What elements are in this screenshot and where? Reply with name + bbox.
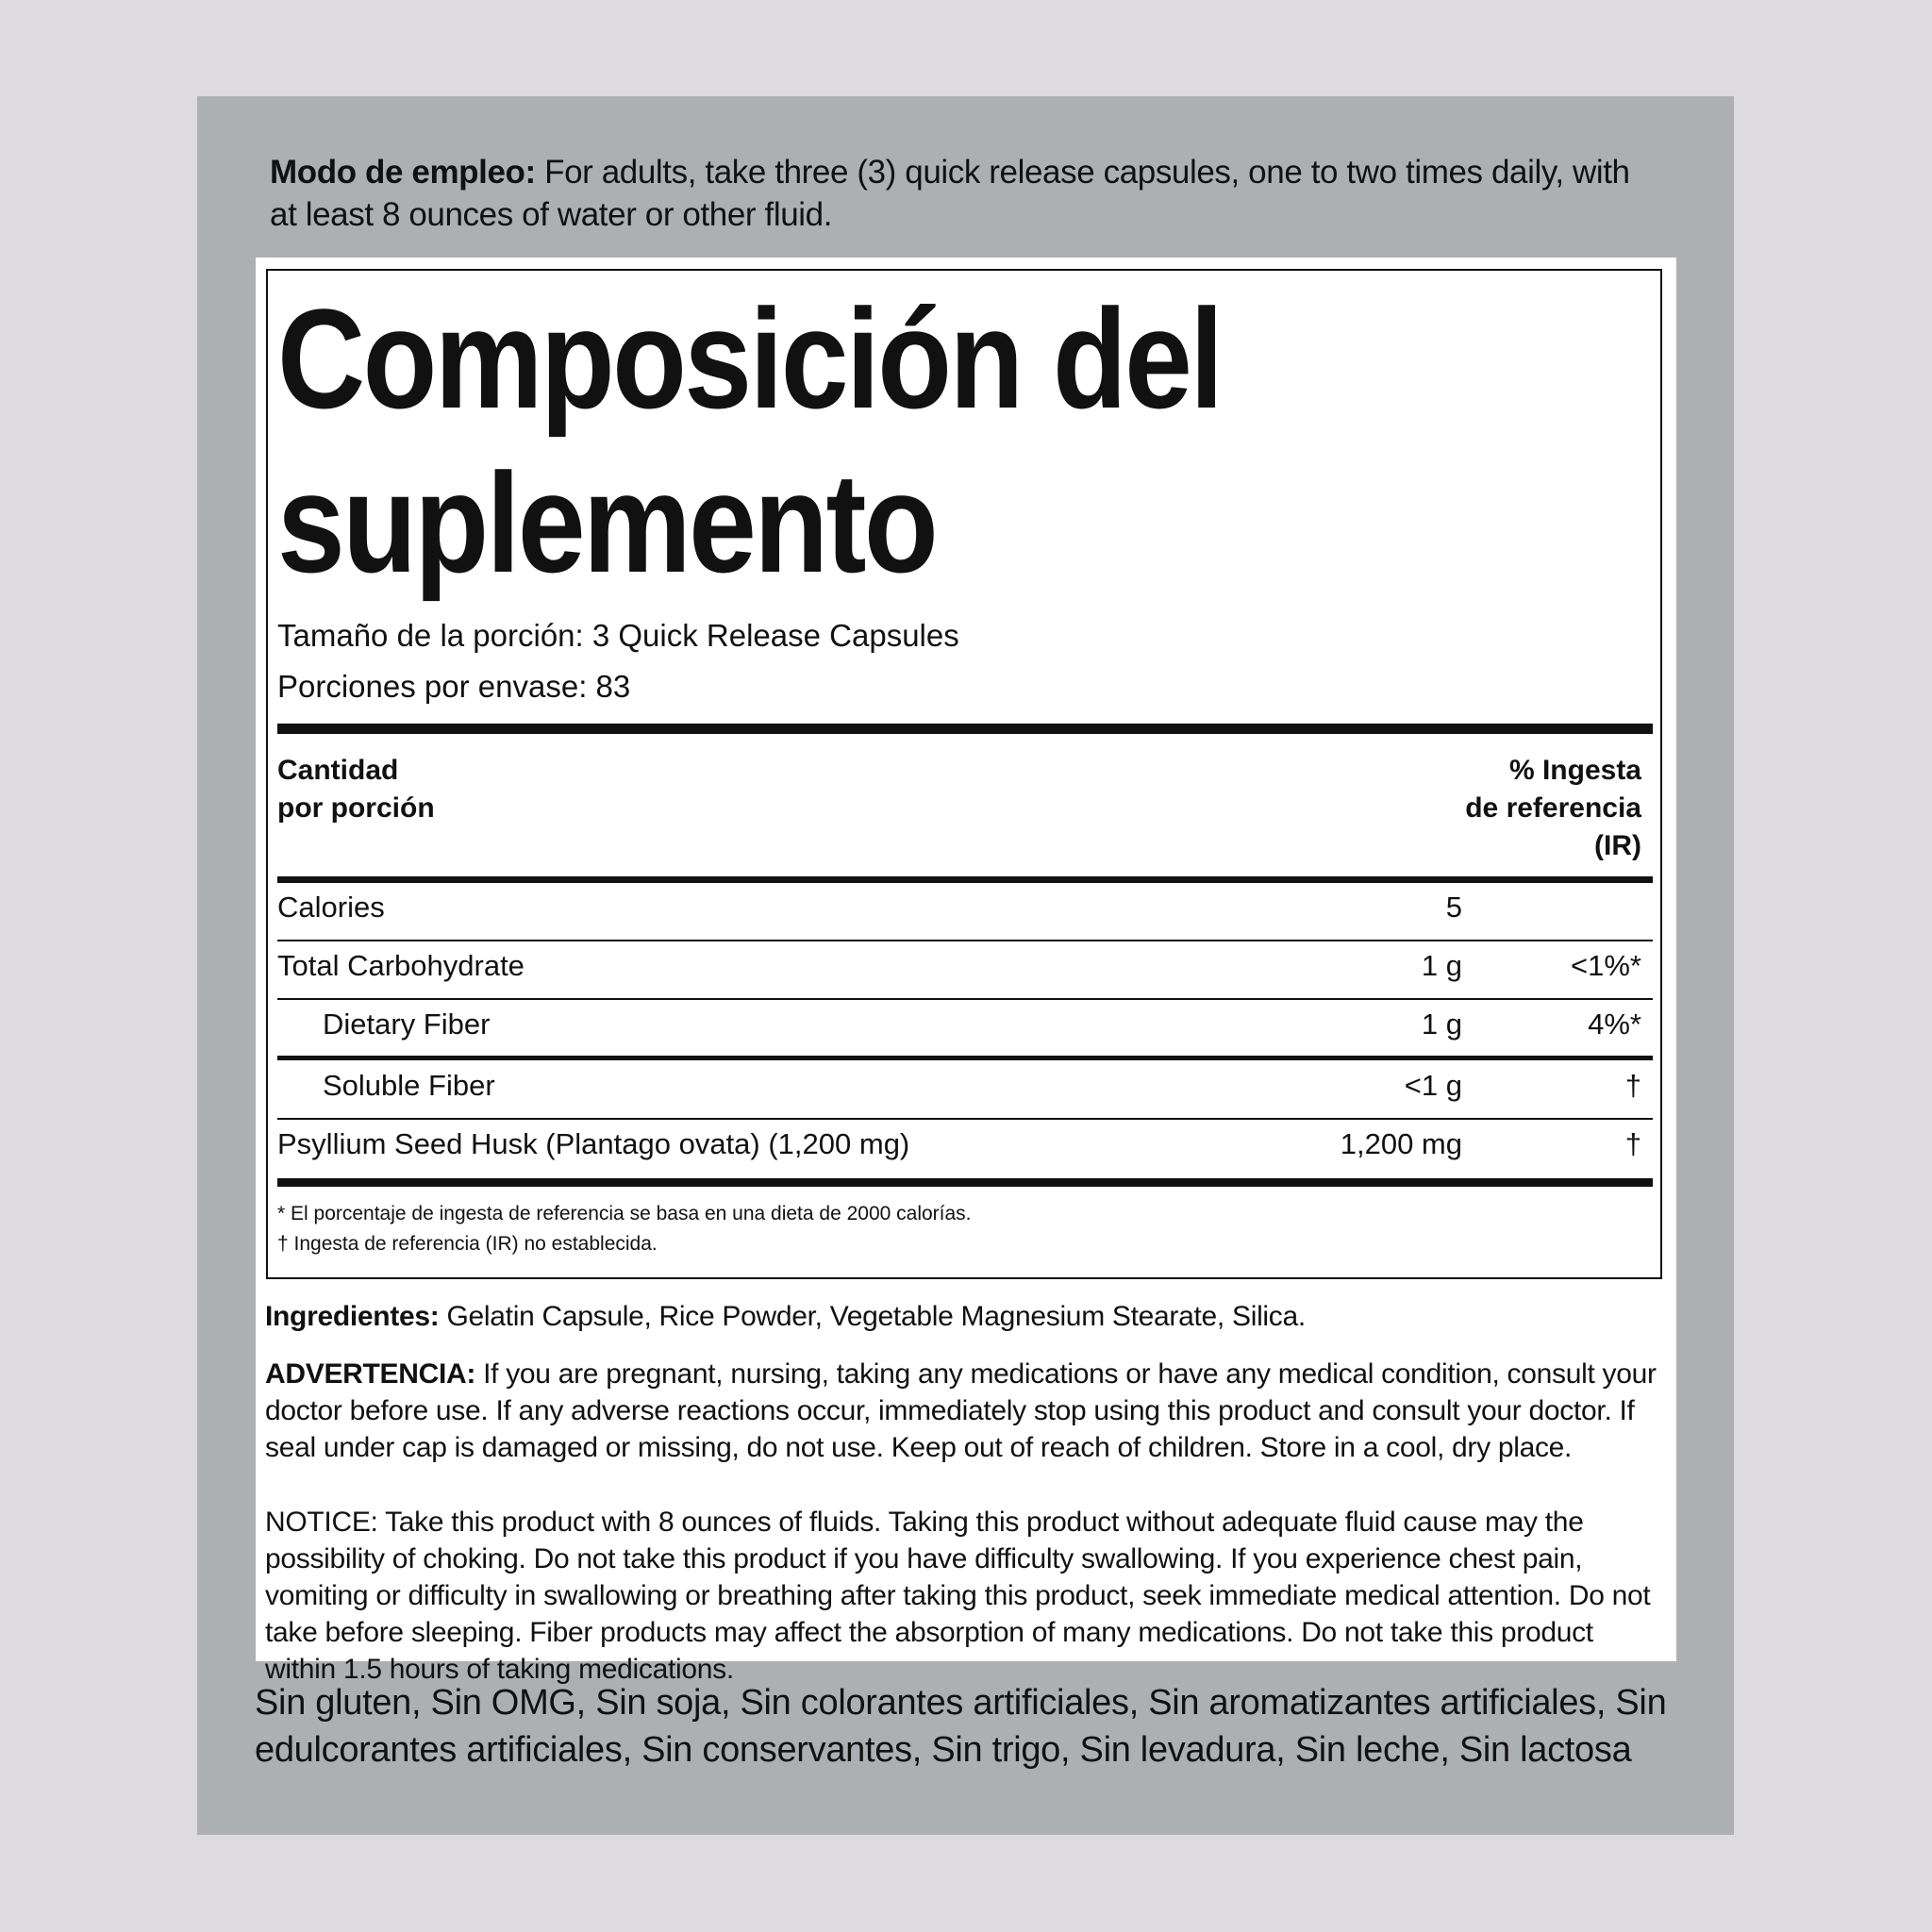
- row-amount: 1 g: [1421, 1008, 1462, 1041]
- header-ri-line3: (IR): [1594, 830, 1641, 861]
- facts-title: [277, 276, 1332, 605]
- thick-divider: [277, 724, 1653, 734]
- servings-per-container: Porciones por envase: 83: [277, 669, 631, 704]
- row-label: Total Carbohydrate: [277, 949, 525, 982]
- header-amount-line2: por porción: [277, 792, 435, 824]
- header-amount-line1: Cantidad: [277, 755, 399, 786]
- ingredients-body: Gelatin Capsule, Rice Powder, Vegetable Magnesium Stearate, Silica.: [439, 1301, 1306, 1332]
- row-dv: <1%*: [1571, 949, 1641, 982]
- header-divider: [277, 876, 1653, 883]
- row-amount: 5: [1445, 891, 1462, 924]
- warning-text: [265, 1356, 1671, 1466]
- directions-body: For adults, take three (3) quick release capsules, one to two times daily, with at least 8 ounces of water or other fluid.: [270, 154, 1630, 233]
- footnote-reference: * El porcentaje de ingesta de referencia se basa en una dieta de 2000 calorías.: [277, 1203, 972, 1224]
- directions-label: Modo de empleo:: [270, 154, 536, 191]
- facts-title-line2: suplemento: [277, 443, 937, 602]
- row-amount: 1 g: [1421, 949, 1462, 982]
- ingredients-label: Ingredientes:: [265, 1301, 440, 1332]
- row-dv: †: [1624, 1127, 1641, 1160]
- footnote-not-established: † Ingesta de referencia (IR) no establecida.: [277, 1233, 658, 1255]
- header-reference-intake: [1465, 752, 1641, 865]
- row-dv: 4%*: [1588, 1008, 1641, 1041]
- header-ri-line1: % Ingesta: [1508, 755, 1641, 786]
- header-amount: [277, 752, 435, 827]
- row-amount: <1 g: [1404, 1069, 1462, 1102]
- directions-text: [270, 151, 1657, 236]
- warning-body: If you are pregnant, nursing, taking any medications or have any medical condition, consult your doctor before use. If any adverse reactions occur, immediately stop using this product and consult your doctor. If seal under cap is damaged or missing, do not use. Keep out of reach of children. Store in a cool, dry place.: [265, 1358, 1657, 1463]
- supplement-facts-box: [266, 269, 1662, 1279]
- notice-text: NOTICE: Take this product with 8 ounces of fluids. Taking this product without adequate fluid cause may the possibility of choking. Do not take this product if you have difficulty swallowing. If you experience chest pain, vomiting or difficulty in swallowing or breathing after taking this product, seek immediate medical attention. Do not take before sleeping. Fiber products may affect the absorption of many medications. Do not take this product within 1.5 hours of taking medications.: [265, 1507, 1651, 1685]
- thick-divider-bottom: [277, 1178, 1653, 1187]
- row-divider: [277, 1118, 1653, 1120]
- ingredients-text: [265, 1298, 1671, 1335]
- row-label: Dietary Fiber: [323, 1008, 491, 1041]
- row-label: Calories: [277, 891, 385, 924]
- row-dv: †: [1624, 1069, 1641, 1102]
- row-label: Soluble Fiber: [323, 1069, 495, 1102]
- row-amount: 1,200 mg: [1340, 1127, 1462, 1160]
- row-divider: [277, 1056, 1653, 1060]
- header-ri-line2: de referencia: [1465, 792, 1641, 824]
- warning-label: ADVERTENCIA:: [265, 1358, 476, 1390]
- facts-title-line1: Composición del: [277, 279, 1222, 438]
- serving-size: Tamaño de la porción: 3 Quick Release Capsules: [277, 618, 959, 653]
- free-from-claims: Sin gluten, Sin OMG, Sin soja, Sin colorantes artificiales, Sin aromatizantes artificiales, Sin edulcorantes artificiales, Sin conservantes, Sin trigo, Sin levadura, Sin leche, Sin lactosa: [255, 1683, 1667, 1770]
- row-label: Psyllium Seed Husk (Plantago ovata) (1,200 mg): [277, 1127, 910, 1160]
- row-divider: [277, 998, 1653, 1000]
- row-divider: [277, 940, 1653, 941]
